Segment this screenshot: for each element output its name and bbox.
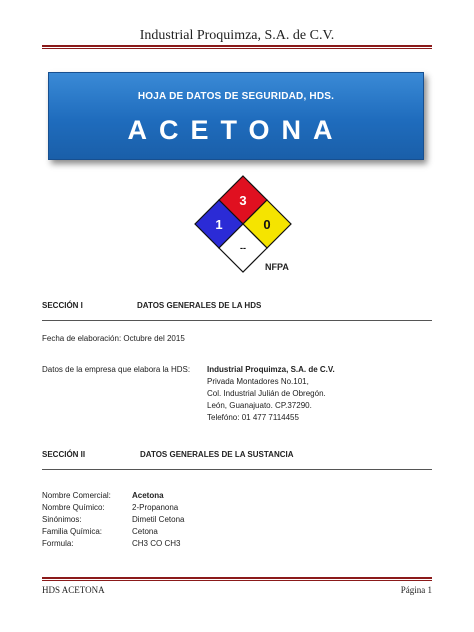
nfpa-label: NFPA (265, 262, 289, 272)
header-rule-thin (42, 48, 432, 49)
nfpa-health-value: 1 (215, 217, 223, 232)
header-rule (42, 45, 432, 47)
nfpa-diamond (193, 174, 293, 274)
nfpa-diamond-graphic (193, 174, 293, 274)
substance-value: CH3 CO CH3 (132, 539, 181, 548)
section2-number: SECCIÓN II (42, 450, 86, 459)
banner-subtitle: HOJA DE DATOS DE SEGURIDAD, HDS. (137, 91, 335, 102)
nfpa-reactivity-value: 0 (263, 217, 271, 232)
empresa-label: Datos de la empresa que elabora la HDS: (42, 365, 191, 374)
empresa-address-street: Privada Montadores No.101, (207, 377, 309, 386)
section1-number: SECCIÓN I (42, 301, 83, 310)
section1-rule (42, 320, 432, 321)
substance-label: Familia Química: (42, 527, 103, 536)
substance-label: Formula: (42, 539, 74, 548)
nfpa-flammability-value: 3 (239, 193, 247, 208)
substance-value: Cetona (132, 527, 158, 536)
section2-title: DATOS GENERALES DE LA SUSTANCIA (140, 450, 294, 459)
empresa-address-colonia: Col. Industrial Julián de Obregón. (207, 389, 326, 398)
fecha-line (42, 333, 185, 345)
substance-label: Nombre Comercial: (42, 491, 111, 500)
nfpa-special-value: -- (240, 243, 246, 253)
page-header-company: Industrial Proquimza, S.A. de C.V. (139, 28, 335, 43)
section1-title: DATOS GENERALES DE LA HDS (137, 301, 262, 310)
empresa-phone: Telefóno: 01 477 7114455 (207, 413, 299, 422)
fecha-label: Fecha de elaboración: (42, 334, 122, 343)
empresa-name: Industrial Proquimza, S.A. de C.V. (207, 365, 335, 374)
substance-value-comercial: Acetona (132, 491, 164, 500)
footer-page-number: Página 1 (400, 585, 432, 595)
section2-rule (42, 469, 432, 470)
banner-title: ACETONA (127, 115, 345, 145)
fecha-value: Octubre del 2015 (123, 334, 185, 343)
footer-rule-thin (42, 580, 432, 581)
empresa-address-city: León, Guanajuato. CP.37290. (207, 401, 312, 410)
footer-rule (42, 577, 432, 579)
footer-document-name: HDS ACETONA (42, 585, 105, 595)
substance-value: 2-Propanona (132, 503, 179, 512)
substance-label: Sinónimos: (42, 515, 82, 524)
title-banner (48, 72, 424, 160)
substance-values (132, 490, 184, 550)
substance-label: Nombre Químico: (42, 503, 105, 512)
substance-labels (42, 490, 111, 550)
substance-value: Dimetil Cetona (132, 515, 185, 524)
empresa-block (207, 364, 335, 424)
